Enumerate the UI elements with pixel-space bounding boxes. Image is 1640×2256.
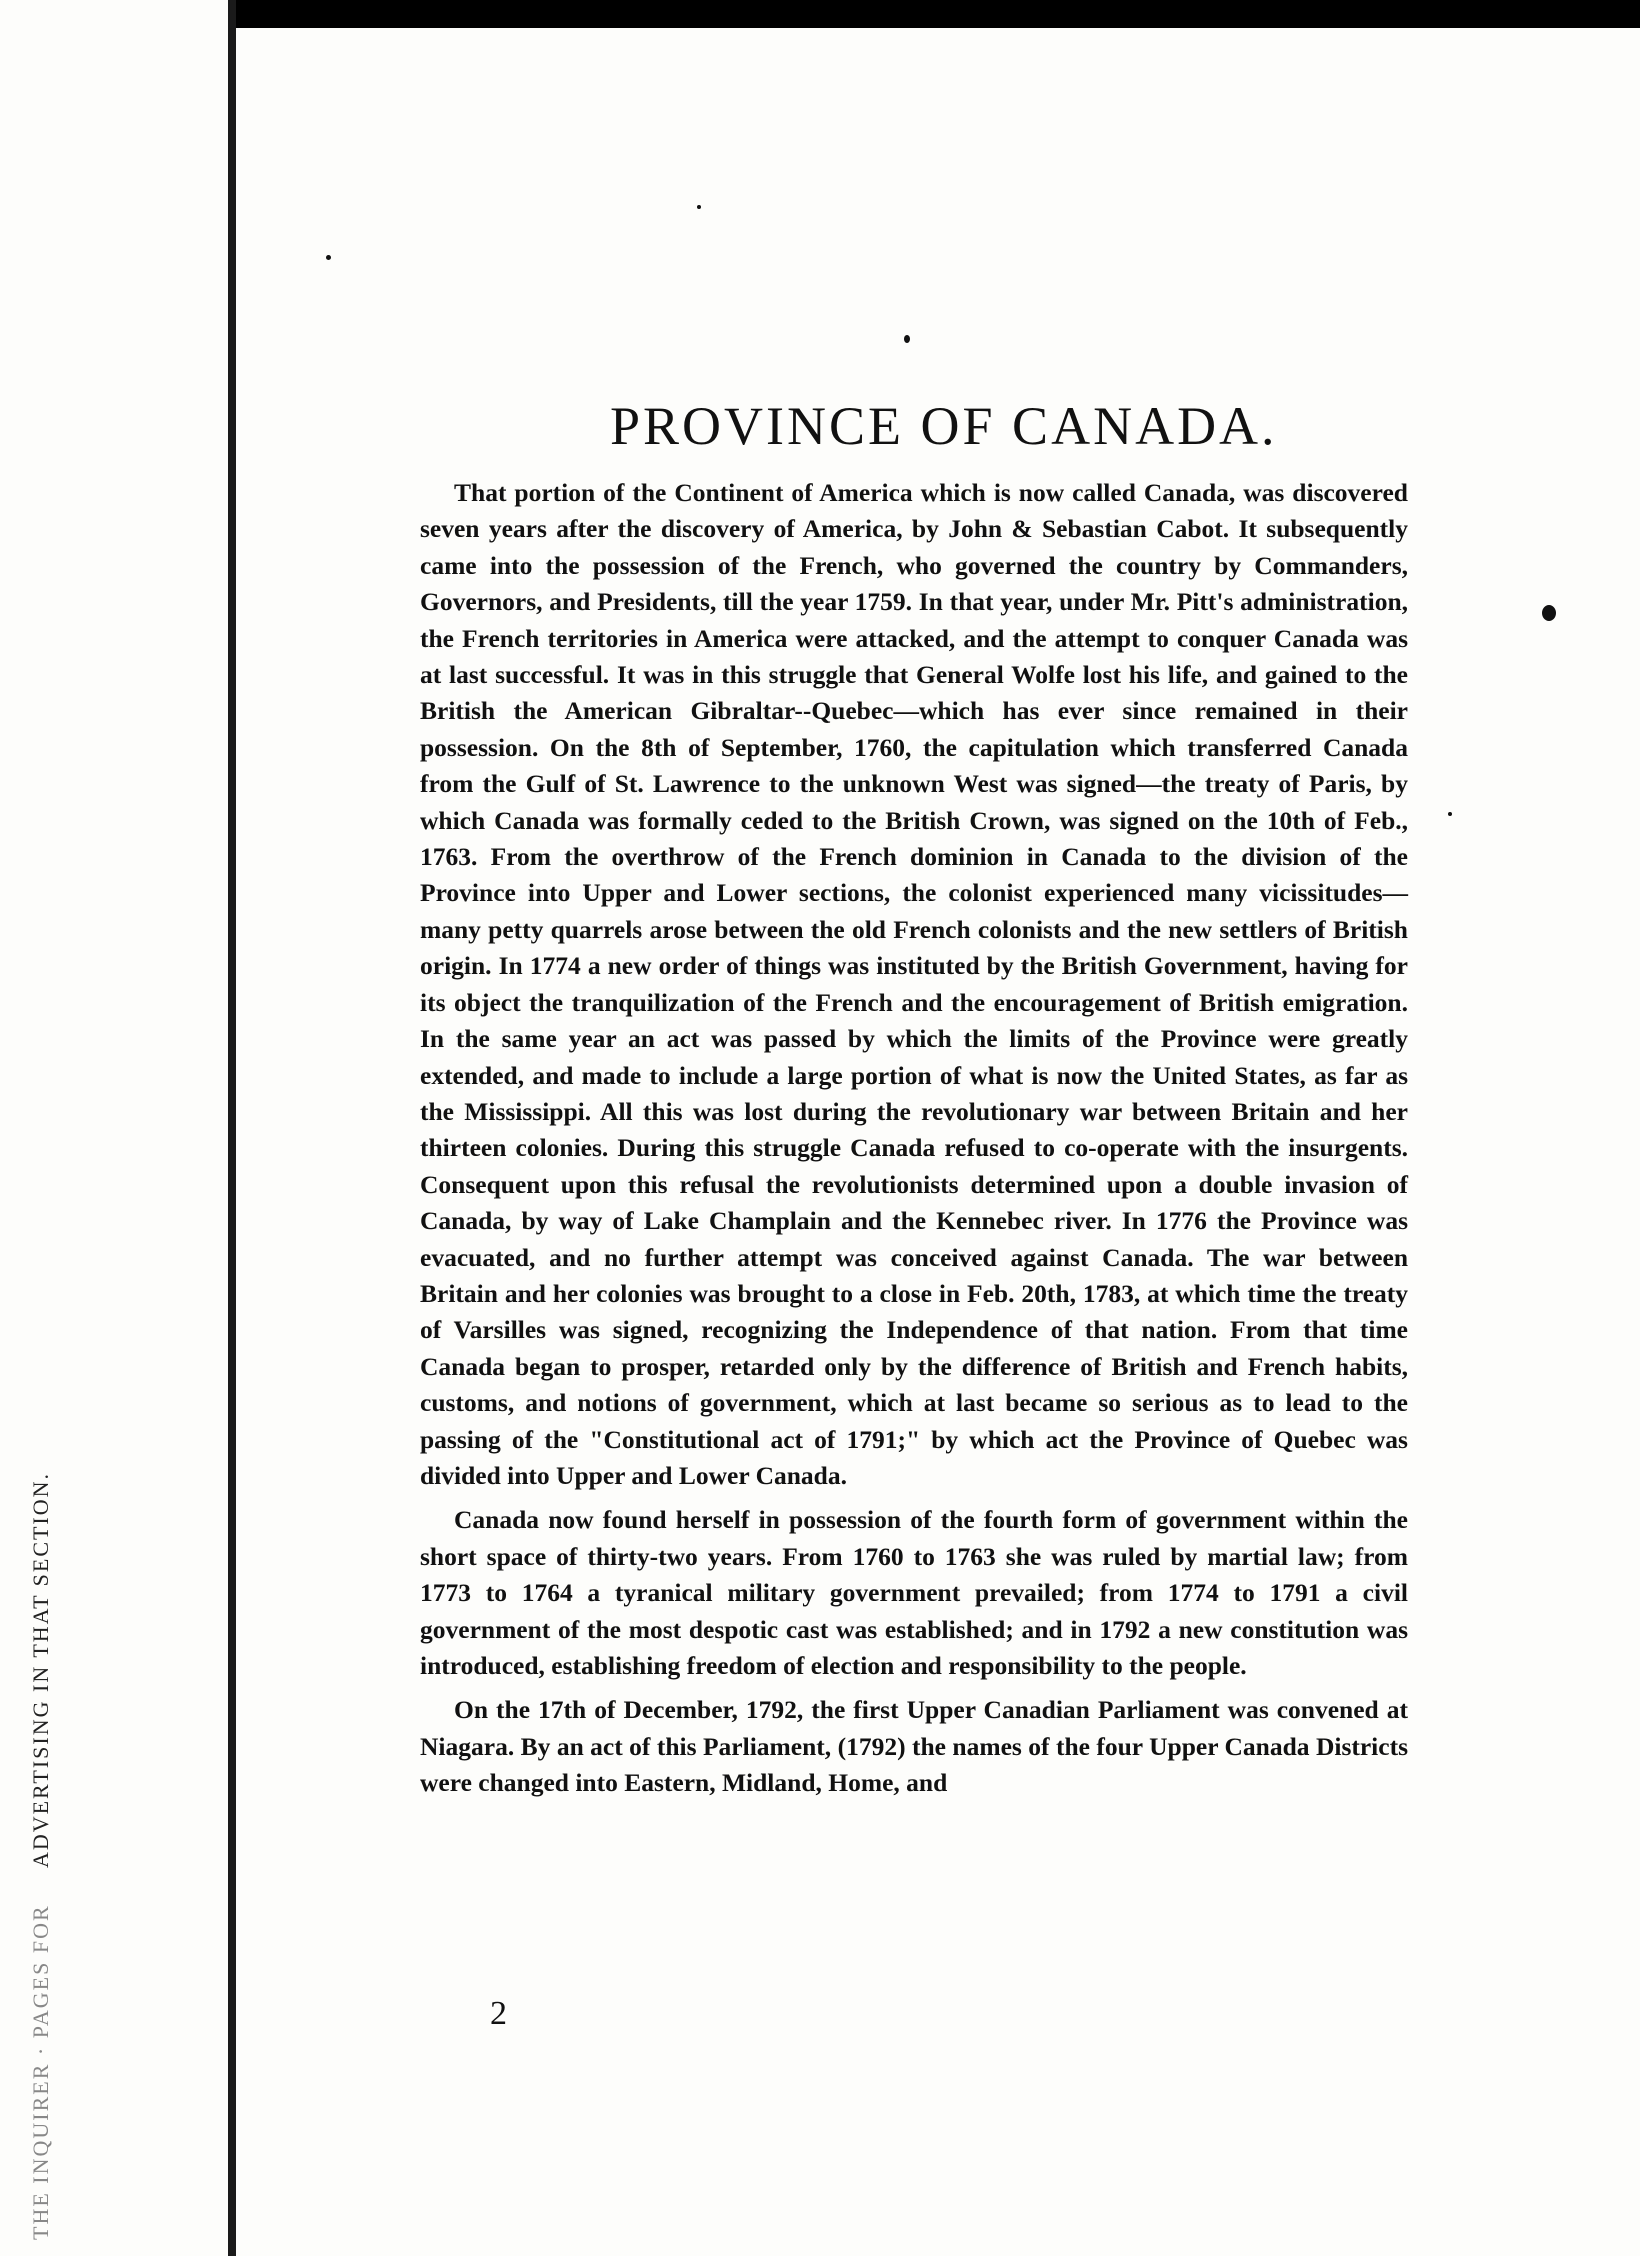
page-title: PROVINCE OF CANADA. <box>610 396 1278 456</box>
paragraph: Canada now found herself in possession of the fourth form of government within the short space of thirty-two years. From 1760 to 1763 she was ruled by martial law; from 1773 to 1764 a tyranical military government prevailed; from 1774 to 1791 a civil government of the most despotic cast was established; and in 1792 a new constitution was introduced, establishing freedom of election and responsibility to the people. <box>420 1505 1408 1680</box>
ink-speck <box>326 255 331 260</box>
article-body <box>420 475 1408 1802</box>
spine-prefix: THE INQUIRER · PAGES FOR <box>28 1904 53 2240</box>
page-number: 2 <box>490 1995 507 2032</box>
ink-speck <box>697 205 701 209</box>
paragraph: On the 17th of December, 1792, the first Upper Canadian Parliament was convened at Niagara. By an act of this Parliament, (1792) the names of the four Upper Canada Districts were changed into Eastern, Midland, Home, and <box>420 1695 1408 1798</box>
ink-speck <box>904 335 910 343</box>
ink-speck <box>1448 812 1452 816</box>
spine-advertising: ADVERTISING IN THAT SECTION. <box>28 1471 53 1869</box>
spine-text <box>28 1472 54 2240</box>
binding-gutter <box>228 0 236 2256</box>
ink-speck <box>1542 605 1556 621</box>
paragraph: That portion of the Continent of America which is now called Canada, was discovered seven years after the discovery of America, by John & Sebastian Cabot. It subsequently came into the possession of the French, who governed the country by Commanders, Governors, and Presidents, till the year 1759. In that year, under Mr. Pitt's administration, the French territories in America were attacked, and the attempt to conquer Canada was at last successful. It was in this struggle that General Wolfe lost his life, and gained to the British the American Gibraltar--Quebec—which has ever since remained in their possession. On the 8th of September, 1760, the capitulation which transferred Canada from the Gulf of St. Lawrence to the unknown West was signed—the treaty of Paris, by which Canada was formally ceded to the British Crown, was signed on the 10th of Feb., 1763. From the overthrow of the French dominion in Canada to the division of the Province into Upper and Lower sections, the colonist experienced many vicissitudes—many petty quarrels arose between the old French colonists and the new settlers of British origin. In 1774 a new order of things was instituted by the British Government, having for its object the tranquilization of the French and the encouragement of British emigration. In the same year an act was passed by which the limits of the Province were greatly extended, and made to include a large portion of what is now the United States, as far as the Mississippi. All this was lost during the revolutionary war between Britain and her thirteen colonies. During this struggle Canada refused to co-operate with the insurgents. Consequent upon this refusal the revolutionists determined upon a double invasion of Canada, by way of Lake Champlain and the Kennebec river. In 1776 the Province was evacuated, and no further attempt was conceived against Canada. The war between Britain and her colonies was brought to a close in Feb. 20th, 1783, at which time the treaty of Varsilles was signed, recognizing the Independence of that nation. From that time Canada began to prosper, retarded only by the difference of British and French habits, customs, and notions of government, which at last became so serious as to lead to the passing of the "Constitutional act of 1791;" by which act the Province of Quebec was divided into Upper and Lower Canada. <box>420 478 1408 1490</box>
